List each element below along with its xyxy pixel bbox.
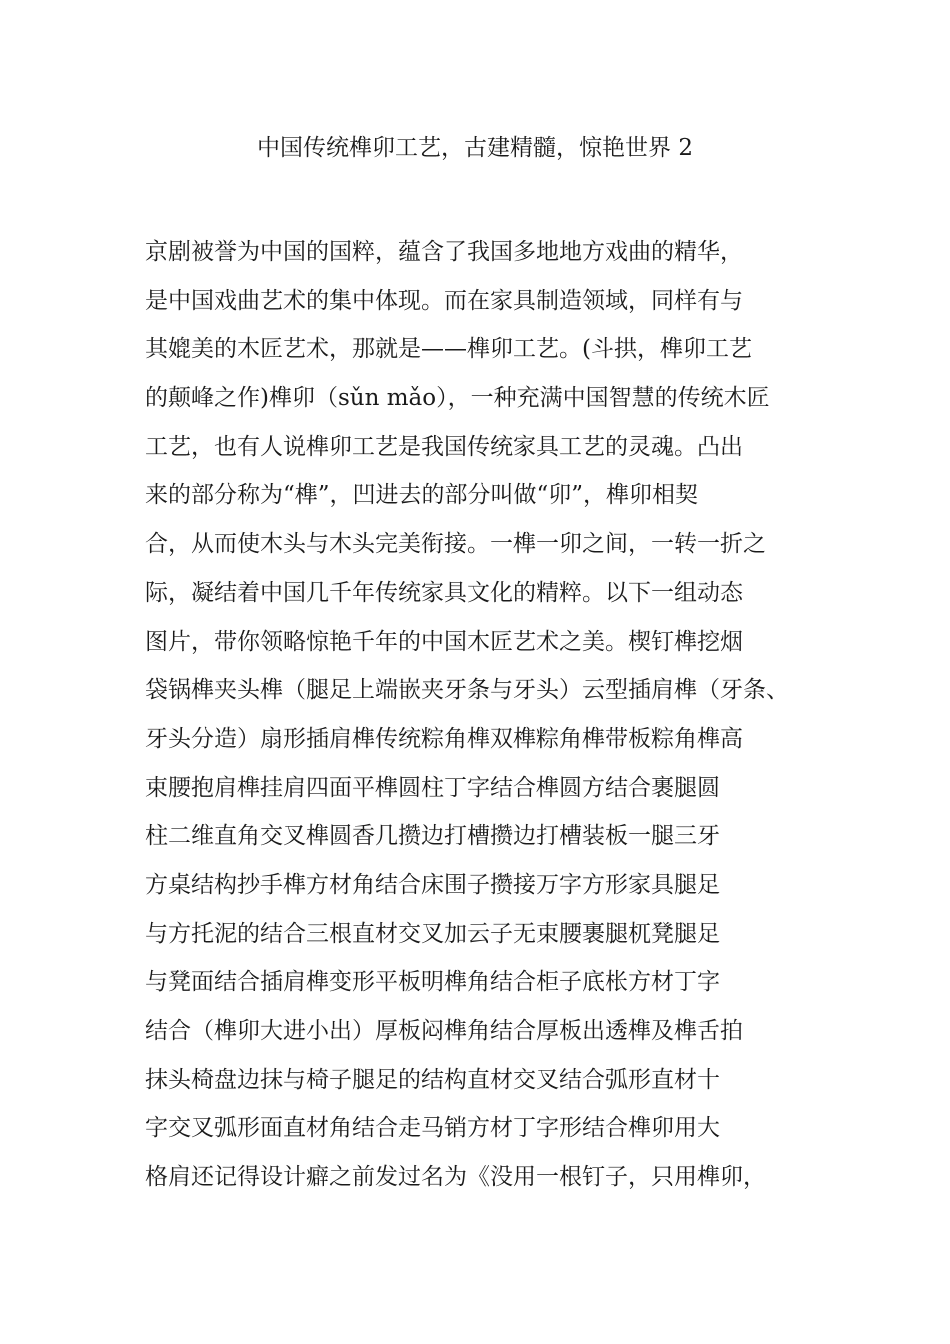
text-line: 是中国戏曲艺术的集中体现。而在家具制造领域，同样有与 xyxy=(145,287,743,314)
text-line: 与方托泥的结合三根直材交叉加云子无束腰裹腿杌凳腿足 xyxy=(145,920,720,947)
text-line: 图片，带你领略惊艳千年的中国木匠艺术之美。楔钉榫挖烟 xyxy=(145,628,743,655)
text-line: 牙头分造）扇形插肩榫传统粽角榫双榫粽角榫带板粽角榫高 xyxy=(145,725,743,752)
text-line: 结合（榫卯大进小出）厚板闷榫角结合厚板出透榫及榫舌拍 xyxy=(145,1018,743,1044)
text-line: 来的部分称为“榫”，凹进去的部分叫做“卯”，榫卯相契 xyxy=(145,482,699,509)
text-line: 与凳面结合插肩榫变形平板明榫角结合柜子底枨方材丁字 xyxy=(145,969,720,996)
text-line: 京剧被誉为中国的国粹，蕴含了我国多地地方戏曲的精华， xyxy=(145,239,743,265)
text-line: 其媲美的木匠艺术，那就是——榫卯工艺。(斗拱，榫卯工艺 xyxy=(145,336,752,363)
text-line: 柱二维直角交叉榫圆香几攒边打槽攒边打槽装板一腿三牙 xyxy=(145,823,720,850)
text-line: 格肩还记得设计癖之前发过名为《没用一根钉子，只用榫卯， xyxy=(145,1164,766,1191)
text-line: 束腰抱肩榫挂肩四面平榫圆柱丁字结合榫圆方结合裹腿圆 xyxy=(145,774,720,801)
text-line: 抹头椅盘边抹与椅子腿足的结构直材交叉结合弧形直材十 xyxy=(145,1066,720,1093)
text-line: 合，从而使木头与木头完美衔接。一榫一卯之间，一转一折之 xyxy=(145,531,766,558)
text-line: 际，凝结着中国几千年传统家具文化的精粹。以下一组动态 xyxy=(145,579,743,606)
text-line: 工艺，也有人说榫卯工艺是我国传统家具工艺的灵魂。凸出 xyxy=(145,433,743,460)
text-line: 的颠峰之作)榫卯（sǔn mǎo），一种充满中国智慧的传统木匠 xyxy=(145,385,770,412)
text-line: 字交叉弧形面直材角结合走马销方材丁字形结合榫卯用大 xyxy=(145,1115,720,1142)
text-line: 袋锅榫夹头榫（腿足上端嵌夹牙条与牙头）云型插肩榫（牙条、 xyxy=(145,677,789,704)
page-title: 中国传统榫卯工艺，古建精髓，惊艳世界 2 xyxy=(257,135,693,161)
body-text xyxy=(145,228,835,1202)
text-line: 方桌结构抄手榫方材角结合床围子攒接万字方形家具腿足 xyxy=(145,871,720,898)
